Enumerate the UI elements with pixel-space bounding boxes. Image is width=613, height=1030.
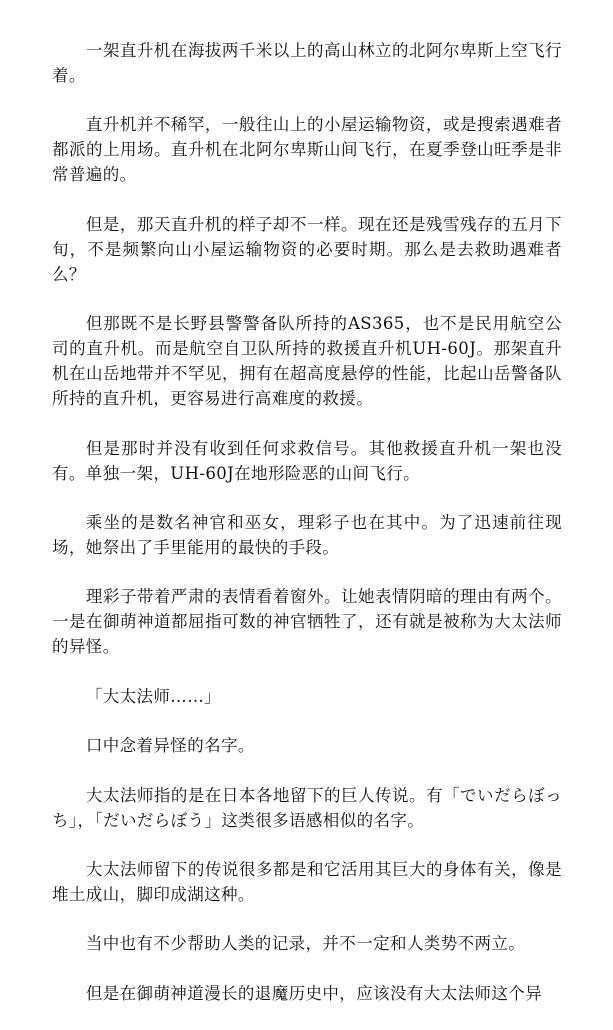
paragraph: 但是在御萌神道漫长的退魔历史中，应该没有大太法师这个异 [85, 983, 543, 1003]
paragraph: 但是那时并没有收到任何求救信号。其他救援直升机一架也没有。单独一架，UH-60J在地形险恶的山间飞行。 [52, 438, 562, 483]
paragraph: 口中念着异怪的名字。 [85, 736, 255, 756]
paragraph: 一架直升机在海拔两千米以上的高山林立的北阿尔卑斯上空飞行着。 [52, 41, 562, 85]
paragraph: 直升机并不稀罕，一般往山上的小屋运输物资，或是搜索遇难者都派的上用场。直升机在北阿尔卑斯山间飞行，在夏季登山旺季是非常普遍的。 [52, 115, 562, 185]
paragraph: 乘坐的是数名神官和巫女，理彩子也在其中。为了迅速前往现场，她祭出了手里能用的最快的手段。 [52, 512, 562, 557]
paragraph: 但是，那天直升机的样子却不一样。现在还是残雪残存的五月下旬，不是频繁向山小屋运输物资的必要时期。那么是去救助遇难者么？ [52, 214, 562, 284]
paragraph: 大太法师指的是在日本各地留下的巨人传说。有「でいだらぼっち」，「だいだらぼう」这类很多语感相似的名字。 [52, 785, 562, 830]
paragraph: 但那既不是长野县警警备队所持的AS365，也不是民用航空公司的直升机。而是航空自卫队所持的救援直升机UH-60J。那架直升机在山岳地带并不罕见，拥有在超高度悬停的性能，比起山岳警备队所持的直升机，更容易进行高难度的救援。 [52, 314, 562, 409]
paragraph: 理彩子带着严肃的表情看着窗外。让她表情阴暗的理由有两个。一是在御萌神道都屈指可数的神官牺牲了，还有就是被称为大太法师的异怪。 [52, 587, 562, 657]
dialogue-line: 「大太法师……」 [85, 686, 222, 706]
paragraph: 大太法师留下的传说很多都是和它活用其巨大的身体有关，像是堆土成山，脚印成湖这种。 [52, 859, 562, 904]
text-body [52, 38, 562, 1030]
paragraph: 当中也有不少帮助人类的记录，并不一定和人类势不两立。 [85, 934, 526, 954]
